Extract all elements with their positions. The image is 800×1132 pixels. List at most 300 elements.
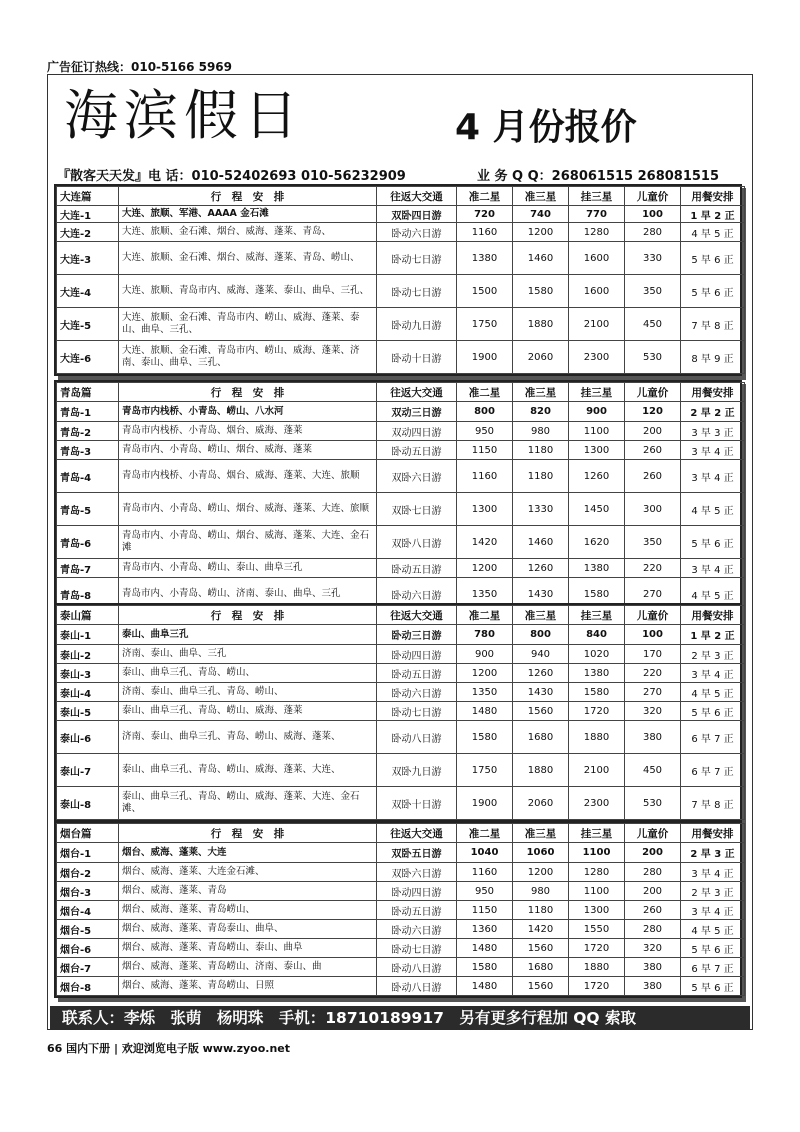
route-cell: 大连、旅顺、金石滩、青岛市内、崂山、威海、蓬莱、泰山、曲阜、三孔、 bbox=[119, 308, 377, 341]
price-2star: 900 bbox=[457, 645, 513, 664]
meal-plan: 4 早 5 正 bbox=[681, 683, 745, 702]
column-header: 用餐安排 bbox=[681, 383, 745, 402]
table-header-row bbox=[57, 606, 745, 625]
price-2star: 1500 bbox=[457, 275, 513, 308]
child-price: 260 bbox=[625, 460, 681, 493]
route-cell: 青岛市内栈桥、小青岛、崂山、八水河 bbox=[119, 402, 377, 422]
column-header: 儿童价 bbox=[625, 383, 681, 402]
route-cell: 烟台、威海、蓬莱、大连 bbox=[119, 843, 377, 863]
child-price: 200 bbox=[625, 882, 681, 901]
column-header: 用餐安排 bbox=[681, 187, 745, 206]
table-row bbox=[57, 977, 745, 996]
price-2star: 780 bbox=[457, 625, 513, 645]
route-cell: 济南、泰山、曲阜、三孔 bbox=[119, 645, 377, 664]
column-header: 准二星 bbox=[457, 383, 513, 402]
tour-code: 大连-5 bbox=[57, 308, 119, 341]
child-price: 450 bbox=[625, 308, 681, 341]
contact-mobile: 手机：18710189917 bbox=[278, 1009, 444, 1027]
price-2star: 1480 bbox=[457, 977, 513, 996]
price-3star-listed: 1380 bbox=[569, 664, 625, 683]
phone-line bbox=[57, 165, 747, 184]
section-qingdao bbox=[54, 380, 742, 613]
tour-code: 烟台-4 bbox=[57, 901, 119, 920]
route-cell: 泰山、曲阜三孔、青岛、崂山、威海、蓬莱 bbox=[119, 702, 377, 721]
route-cell: 大连、旅顺、金石滩、青岛市内、崂山、威海、蓬莱、济南、泰山、曲阜、三孔、 bbox=[119, 341, 377, 374]
transport-cell: 卧动九日游 bbox=[377, 308, 457, 341]
column-header: 行 程 安 排 bbox=[119, 383, 377, 402]
tour-code: 泰山-6 bbox=[57, 721, 119, 754]
table-row bbox=[57, 920, 745, 939]
table-row bbox=[57, 223, 745, 242]
price-3star: 820 bbox=[513, 402, 569, 422]
brand-title: 海滨假日 bbox=[64, 84, 304, 147]
price-3star: 1560 bbox=[513, 702, 569, 721]
price-2star: 1200 bbox=[457, 559, 513, 578]
price-3star: 1680 bbox=[513, 958, 569, 977]
meal-plan: 5 早 6 正 bbox=[681, 526, 745, 559]
transport-cell: 双卧五日游 bbox=[377, 843, 457, 863]
transport-cell: 卧动六日游 bbox=[377, 223, 457, 242]
tour-code: 青岛-7 bbox=[57, 559, 119, 578]
contact-person: 杨明珠 bbox=[216, 1009, 264, 1027]
transport-cell: 卧动八日游 bbox=[377, 958, 457, 977]
child-price: 220 bbox=[625, 664, 681, 683]
transport-cell: 双卧四日游 bbox=[377, 206, 457, 223]
transport-cell: 双动四日游 bbox=[377, 422, 457, 441]
price-3star: 2060 bbox=[513, 341, 569, 374]
qq-text: 业 务 Q Q：268061515 268081515 bbox=[477, 169, 720, 184]
price-2star: 1160 bbox=[457, 863, 513, 882]
transport-cell: 双卧六日游 bbox=[377, 863, 457, 882]
transport-cell: 双卧六日游 bbox=[377, 460, 457, 493]
contact-person: 张萌 bbox=[170, 1009, 202, 1027]
table-row bbox=[57, 402, 745, 422]
price-3star-listed: 1620 bbox=[569, 526, 625, 559]
price-2star: 1580 bbox=[457, 721, 513, 754]
meal-plan: 3 早 4 正 bbox=[681, 559, 745, 578]
transport-cell: 卧动七日游 bbox=[377, 702, 457, 721]
price-2star: 1040 bbox=[457, 843, 513, 863]
table-row bbox=[57, 863, 745, 882]
price-3star: 1460 bbox=[513, 526, 569, 559]
column-header: 挂三星 bbox=[569, 824, 625, 843]
tour-code: 大连-6 bbox=[57, 341, 119, 374]
meal-plan: 2 早 3 正 bbox=[681, 882, 745, 901]
tour-code: 青岛-2 bbox=[57, 422, 119, 441]
price-3star-listed: 1300 bbox=[569, 441, 625, 460]
table-row bbox=[57, 275, 745, 308]
transport-cell: 卧动七日游 bbox=[377, 242, 457, 275]
price-2star: 1380 bbox=[457, 242, 513, 275]
meal-plan: 3 早 4 正 bbox=[681, 863, 745, 882]
meal-plan: 1 早 2 正 bbox=[681, 625, 745, 645]
route-cell: 济南、泰山、曲阜三孔、青岛、崂山、 bbox=[119, 683, 377, 702]
price-3star-listed: 1580 bbox=[569, 683, 625, 702]
tour-code: 泰山-4 bbox=[57, 683, 119, 702]
meal-plan: 6 早 7 正 bbox=[681, 721, 745, 754]
price-2star: 720 bbox=[457, 206, 513, 223]
footer-contacts bbox=[50, 1006, 750, 1030]
transport-cell: 双卧八日游 bbox=[377, 526, 457, 559]
transport-cell: 双卧七日游 bbox=[377, 493, 457, 526]
tour-code: 烟台-3 bbox=[57, 882, 119, 901]
price-table bbox=[56, 823, 745, 996]
price-3star: 1460 bbox=[513, 242, 569, 275]
price-3star: 1560 bbox=[513, 939, 569, 958]
meal-plan: 5 早 6 正 bbox=[681, 939, 745, 958]
table-row bbox=[57, 843, 745, 863]
meal-plan: 3 早 3 正 bbox=[681, 422, 745, 441]
meal-plan: 4 早 5 正 bbox=[681, 578, 745, 611]
column-header: 行 程 安 排 bbox=[119, 187, 377, 206]
column-header: 儿童价 bbox=[625, 606, 681, 625]
page-footer: 66 国内下册 | 欢迎浏览电子版 www.zyoo.net bbox=[47, 1042, 291, 1055]
child-price: 270 bbox=[625, 578, 681, 611]
price-3star-listed: 900 bbox=[569, 402, 625, 422]
section-taishan bbox=[54, 603, 742, 822]
section-yantai bbox=[54, 821, 742, 998]
child-price: 320 bbox=[625, 702, 681, 721]
price-2star: 800 bbox=[457, 402, 513, 422]
child-price: 530 bbox=[625, 341, 681, 374]
meal-plan: 5 早 6 正 bbox=[681, 977, 745, 996]
price-2star: 1160 bbox=[457, 460, 513, 493]
route-cell: 泰山、曲阜三孔、青岛、崂山、威海、蓬莱、大连、 bbox=[119, 754, 377, 787]
price-3star-listed: 1880 bbox=[569, 721, 625, 754]
price-3star: 1060 bbox=[513, 843, 569, 863]
price-2star: 1420 bbox=[457, 526, 513, 559]
price-3star: 1260 bbox=[513, 559, 569, 578]
child-price: 170 bbox=[625, 645, 681, 664]
tour-code: 烟台-8 bbox=[57, 977, 119, 996]
price-3star-listed: 1450 bbox=[569, 493, 625, 526]
child-price: 350 bbox=[625, 526, 681, 559]
meal-plan: 8 早 9 正 bbox=[681, 341, 745, 374]
tour-code: 大连-4 bbox=[57, 275, 119, 308]
price-3star-listed: 1720 bbox=[569, 939, 625, 958]
route-cell: 泰山、曲阜三孔、青岛、崂山、威海、蓬莱、大连、金石滩、 bbox=[119, 787, 377, 820]
table-row bbox=[57, 721, 745, 754]
column-header: 挂三星 bbox=[569, 187, 625, 206]
transport-cell: 卧动七日游 bbox=[377, 939, 457, 958]
route-cell: 大连、旅顺、军港、AAAA 金石滩 bbox=[119, 206, 377, 223]
meal-plan: 5 早 6 正 bbox=[681, 242, 745, 275]
child-price: 280 bbox=[625, 223, 681, 242]
meal-plan: 4 早 5 正 bbox=[681, 223, 745, 242]
route-cell: 青岛市内、小青岛、崂山、济南、泰山、曲阜、三孔 bbox=[119, 578, 377, 611]
transport-cell: 卧动五日游 bbox=[377, 664, 457, 683]
price-3star: 980 bbox=[513, 882, 569, 901]
price-3star: 800 bbox=[513, 625, 569, 645]
tour-code: 泰山-7 bbox=[57, 754, 119, 787]
price-3star: 1430 bbox=[513, 683, 569, 702]
table-row bbox=[57, 559, 745, 578]
table-row bbox=[57, 422, 745, 441]
price-3star: 1200 bbox=[513, 223, 569, 242]
price-3star: 1580 bbox=[513, 275, 569, 308]
transport-cell: 卧动五日游 bbox=[377, 559, 457, 578]
price-2star: 1750 bbox=[457, 308, 513, 341]
column-header: 用餐安排 bbox=[681, 606, 745, 625]
transport-cell: 双卧十日游 bbox=[377, 787, 457, 820]
table-row bbox=[57, 683, 745, 702]
child-price: 100 bbox=[625, 206, 681, 223]
tour-code: 烟台-6 bbox=[57, 939, 119, 958]
route-cell: 烟台、威海、蓬莱、大连金石滩、 bbox=[119, 863, 377, 882]
meal-plan: 4 早 5 正 bbox=[681, 493, 745, 526]
route-cell: 大连、旅顺、青岛市内、威海、蓬莱、泰山、曲阜、三孔、 bbox=[119, 275, 377, 308]
price-3star: 1200 bbox=[513, 863, 569, 882]
route-cell: 泰山、曲阜三孔、青岛、崂山、 bbox=[119, 664, 377, 683]
phone-text: 『散客天天发』电 话：010-52402693 010-56232909 bbox=[57, 169, 406, 184]
month-title: 4 月份报价 bbox=[455, 107, 637, 148]
price-table bbox=[56, 605, 745, 820]
price-3star: 2060 bbox=[513, 787, 569, 820]
price-3star-listed: 1260 bbox=[569, 460, 625, 493]
price-2star: 1900 bbox=[457, 341, 513, 374]
transport-cell: 卧动十日游 bbox=[377, 341, 457, 374]
tour-code: 青岛-3 bbox=[57, 441, 119, 460]
column-header: 准二星 bbox=[457, 824, 513, 843]
transport-cell: 卧动八日游 bbox=[377, 721, 457, 754]
transport-cell: 卧动三日游 bbox=[377, 625, 457, 645]
column-header: 往返大交通 bbox=[377, 383, 457, 402]
meal-plan: 6 早 7 正 bbox=[681, 958, 745, 977]
table-row bbox=[57, 206, 745, 223]
child-price: 380 bbox=[625, 977, 681, 996]
tour-code: 烟台-5 bbox=[57, 920, 119, 939]
column-header: 用餐安排 bbox=[681, 824, 745, 843]
table-row bbox=[57, 645, 745, 664]
meal-plan: 2 早 2 正 bbox=[681, 402, 745, 422]
price-3star: 1420 bbox=[513, 920, 569, 939]
tour-code: 青岛-6 bbox=[57, 526, 119, 559]
column-header: 准二星 bbox=[457, 187, 513, 206]
column-header: 挂三星 bbox=[569, 606, 625, 625]
tour-code: 青岛-5 bbox=[57, 493, 119, 526]
transport-cell: 卧动七日游 bbox=[377, 275, 457, 308]
route-cell: 大连、旅顺、金石滩、烟台、威海、蓬莱、青岛、崂山、 bbox=[119, 242, 377, 275]
price-3star: 1260 bbox=[513, 664, 569, 683]
child-price: 380 bbox=[625, 958, 681, 977]
price-2star: 950 bbox=[457, 882, 513, 901]
price-3star-listed: 1550 bbox=[569, 920, 625, 939]
column-header: 准三星 bbox=[513, 383, 569, 402]
meal-plan: 4 早 5 正 bbox=[681, 920, 745, 939]
price-2star: 1480 bbox=[457, 939, 513, 958]
table-row bbox=[57, 493, 745, 526]
meal-plan: 5 早 6 正 bbox=[681, 702, 745, 721]
column-header: 行 程 安 排 bbox=[119, 824, 377, 843]
child-price: 350 bbox=[625, 275, 681, 308]
ad-hotline: 广告征订热线：010-5166 5969 bbox=[47, 60, 233, 74]
route-cell: 烟台、威海、蓬莱、青岛崂山、济南、泰山、曲 bbox=[119, 958, 377, 977]
child-price: 330 bbox=[625, 242, 681, 275]
child-price: 260 bbox=[625, 901, 681, 920]
transport-cell: 双卧九日游 bbox=[377, 754, 457, 787]
tour-code: 泰山-2 bbox=[57, 645, 119, 664]
price-3star: 1560 bbox=[513, 977, 569, 996]
transport-cell: 卧动五日游 bbox=[377, 441, 457, 460]
column-header: 往返大交通 bbox=[377, 824, 457, 843]
column-header: 准三星 bbox=[513, 824, 569, 843]
price-3star: 1180 bbox=[513, 441, 569, 460]
price-3star: 1880 bbox=[513, 754, 569, 787]
table-header-row bbox=[57, 187, 745, 206]
contact-person: 联系人：李烁 bbox=[62, 1009, 156, 1027]
tour-code: 烟台-1 bbox=[57, 843, 119, 863]
route-cell: 青岛市内栈桥、小青岛、烟台、威海、蓬莱、大连、旅顺 bbox=[119, 460, 377, 493]
price-3star: 1880 bbox=[513, 308, 569, 341]
price-3star-listed: 2100 bbox=[569, 754, 625, 787]
price-2star: 1750 bbox=[457, 754, 513, 787]
price-3star-listed: 1600 bbox=[569, 242, 625, 275]
table-row bbox=[57, 958, 745, 977]
price-3star-listed: 1300 bbox=[569, 901, 625, 920]
meal-plan: 3 早 4 正 bbox=[681, 460, 745, 493]
table-row bbox=[57, 242, 745, 275]
table-row bbox=[57, 702, 745, 721]
price-2star: 1200 bbox=[457, 664, 513, 683]
route-cell: 青岛市内、小青岛、崂山、泰山、曲阜三孔 bbox=[119, 559, 377, 578]
meal-plan: 5 早 6 正 bbox=[681, 275, 745, 308]
tour-code: 青岛-8 bbox=[57, 578, 119, 611]
contact-note: 另有更多行程加 QQ 索取 bbox=[459, 1009, 636, 1027]
tour-code: 烟台-7 bbox=[57, 958, 119, 977]
child-price: 280 bbox=[625, 863, 681, 882]
price-2star: 1150 bbox=[457, 441, 513, 460]
price-3star: 1680 bbox=[513, 721, 569, 754]
route-cell: 青岛市内、小青岛、崂山、烟台、威海、蓬莱、大连、旅顺 bbox=[119, 493, 377, 526]
table-row bbox=[57, 664, 745, 683]
route-cell: 泰山、曲阜三孔 bbox=[119, 625, 377, 645]
meal-plan: 1 早 2 正 bbox=[681, 206, 745, 223]
column-header: 准三星 bbox=[513, 606, 569, 625]
column-header: 往返大交通 bbox=[377, 187, 457, 206]
tour-code: 青岛-4 bbox=[57, 460, 119, 493]
price-table bbox=[56, 186, 745, 374]
price-3star: 1180 bbox=[513, 901, 569, 920]
column-header: 儿童价 bbox=[625, 187, 681, 206]
price-3star-listed: 1020 bbox=[569, 645, 625, 664]
price-3star-listed: 2300 bbox=[569, 787, 625, 820]
child-price: 100 bbox=[625, 625, 681, 645]
meal-plan: 3 早 4 正 bbox=[681, 901, 745, 920]
price-3star-listed: 770 bbox=[569, 206, 625, 223]
child-price: 300 bbox=[625, 493, 681, 526]
transport-cell: 卧动六日游 bbox=[377, 578, 457, 611]
table-row bbox=[57, 441, 745, 460]
tour-code: 烟台-2 bbox=[57, 863, 119, 882]
column-header: 行 程 安 排 bbox=[119, 606, 377, 625]
tour-code: 泰山-5 bbox=[57, 702, 119, 721]
table-header-row bbox=[57, 383, 745, 402]
price-3star-listed: 1720 bbox=[569, 977, 625, 996]
meal-plan: 3 早 4 正 bbox=[681, 441, 745, 460]
column-header: 往返大交通 bbox=[377, 606, 457, 625]
transport-cell: 卧动八日游 bbox=[377, 977, 457, 996]
price-3star: 940 bbox=[513, 645, 569, 664]
transport-cell: 卧动六日游 bbox=[377, 920, 457, 939]
table-row bbox=[57, 882, 745, 901]
table-row bbox=[57, 526, 745, 559]
price-3star-listed: 1100 bbox=[569, 422, 625, 441]
meal-plan: 6 早 7 正 bbox=[681, 754, 745, 787]
table-row bbox=[57, 341, 745, 374]
table-row bbox=[57, 754, 745, 787]
child-price: 450 bbox=[625, 754, 681, 787]
route-cell: 青岛市内栈桥、小青岛、烟台、威海、蓬莱 bbox=[119, 422, 377, 441]
price-2star: 1150 bbox=[457, 901, 513, 920]
column-header: 准三星 bbox=[513, 187, 569, 206]
column-header: 烟台篇 bbox=[57, 824, 119, 843]
price-2star: 950 bbox=[457, 422, 513, 441]
price-3star: 1430 bbox=[513, 578, 569, 611]
tour-code: 泰山-1 bbox=[57, 625, 119, 645]
child-price: 200 bbox=[625, 843, 681, 863]
child-price: 120 bbox=[625, 402, 681, 422]
child-price: 260 bbox=[625, 441, 681, 460]
route-cell: 青岛市内、小青岛、崂山、烟台、威海、蓬莱 bbox=[119, 441, 377, 460]
price-3star: 1330 bbox=[513, 493, 569, 526]
table-row bbox=[57, 787, 745, 820]
table-row bbox=[57, 625, 745, 645]
route-cell: 烟台、威海、蓬莱、青岛 bbox=[119, 882, 377, 901]
transport-cell: 卧动四日游 bbox=[377, 645, 457, 664]
transport-cell: 卧动六日游 bbox=[377, 683, 457, 702]
price-3star-listed: 2100 bbox=[569, 308, 625, 341]
price-3star-listed: 840 bbox=[569, 625, 625, 645]
price-2star: 1360 bbox=[457, 920, 513, 939]
child-price: 380 bbox=[625, 721, 681, 754]
route-cell: 大连、旅顺、金石滩、烟台、威海、蓬莱、青岛、 bbox=[119, 223, 377, 242]
meal-plan: 7 早 8 正 bbox=[681, 308, 745, 341]
transport-cell: 卧动四日游 bbox=[377, 882, 457, 901]
column-header: 准二星 bbox=[457, 606, 513, 625]
table-row bbox=[57, 308, 745, 341]
child-price: 270 bbox=[625, 683, 681, 702]
column-header: 青岛篇 bbox=[57, 383, 119, 402]
child-price: 200 bbox=[625, 422, 681, 441]
price-3star-listed: 1280 bbox=[569, 863, 625, 882]
tour-code: 大连-3 bbox=[57, 242, 119, 275]
price-2star: 1480 bbox=[457, 702, 513, 721]
meal-plan: 3 早 4 正 bbox=[681, 664, 745, 683]
price-3star-listed: 1600 bbox=[569, 275, 625, 308]
meal-plan: 2 早 3 正 bbox=[681, 645, 745, 664]
price-3star: 740 bbox=[513, 206, 569, 223]
child-price: 530 bbox=[625, 787, 681, 820]
price-3star-listed: 2300 bbox=[569, 341, 625, 374]
price-3star: 1180 bbox=[513, 460, 569, 493]
price-2star: 1900 bbox=[457, 787, 513, 820]
table-row bbox=[57, 901, 745, 920]
price-2star: 1300 bbox=[457, 493, 513, 526]
price-2star: 1580 bbox=[457, 958, 513, 977]
child-price: 320 bbox=[625, 939, 681, 958]
price-3star-listed: 1100 bbox=[569, 882, 625, 901]
price-3star: 980 bbox=[513, 422, 569, 441]
tour-code: 泰山-3 bbox=[57, 664, 119, 683]
table-row bbox=[57, 460, 745, 493]
route-cell: 青岛市内、小青岛、崂山、烟台、威海、蓬莱、大连、金石滩 bbox=[119, 526, 377, 559]
tour-code: 大连-2 bbox=[57, 223, 119, 242]
tour-code: 泰山-8 bbox=[57, 787, 119, 820]
column-header: 大连篇 bbox=[57, 187, 119, 206]
price-3star-listed: 1880 bbox=[569, 958, 625, 977]
price-2star: 1350 bbox=[457, 578, 513, 611]
price-3star-listed: 1380 bbox=[569, 559, 625, 578]
